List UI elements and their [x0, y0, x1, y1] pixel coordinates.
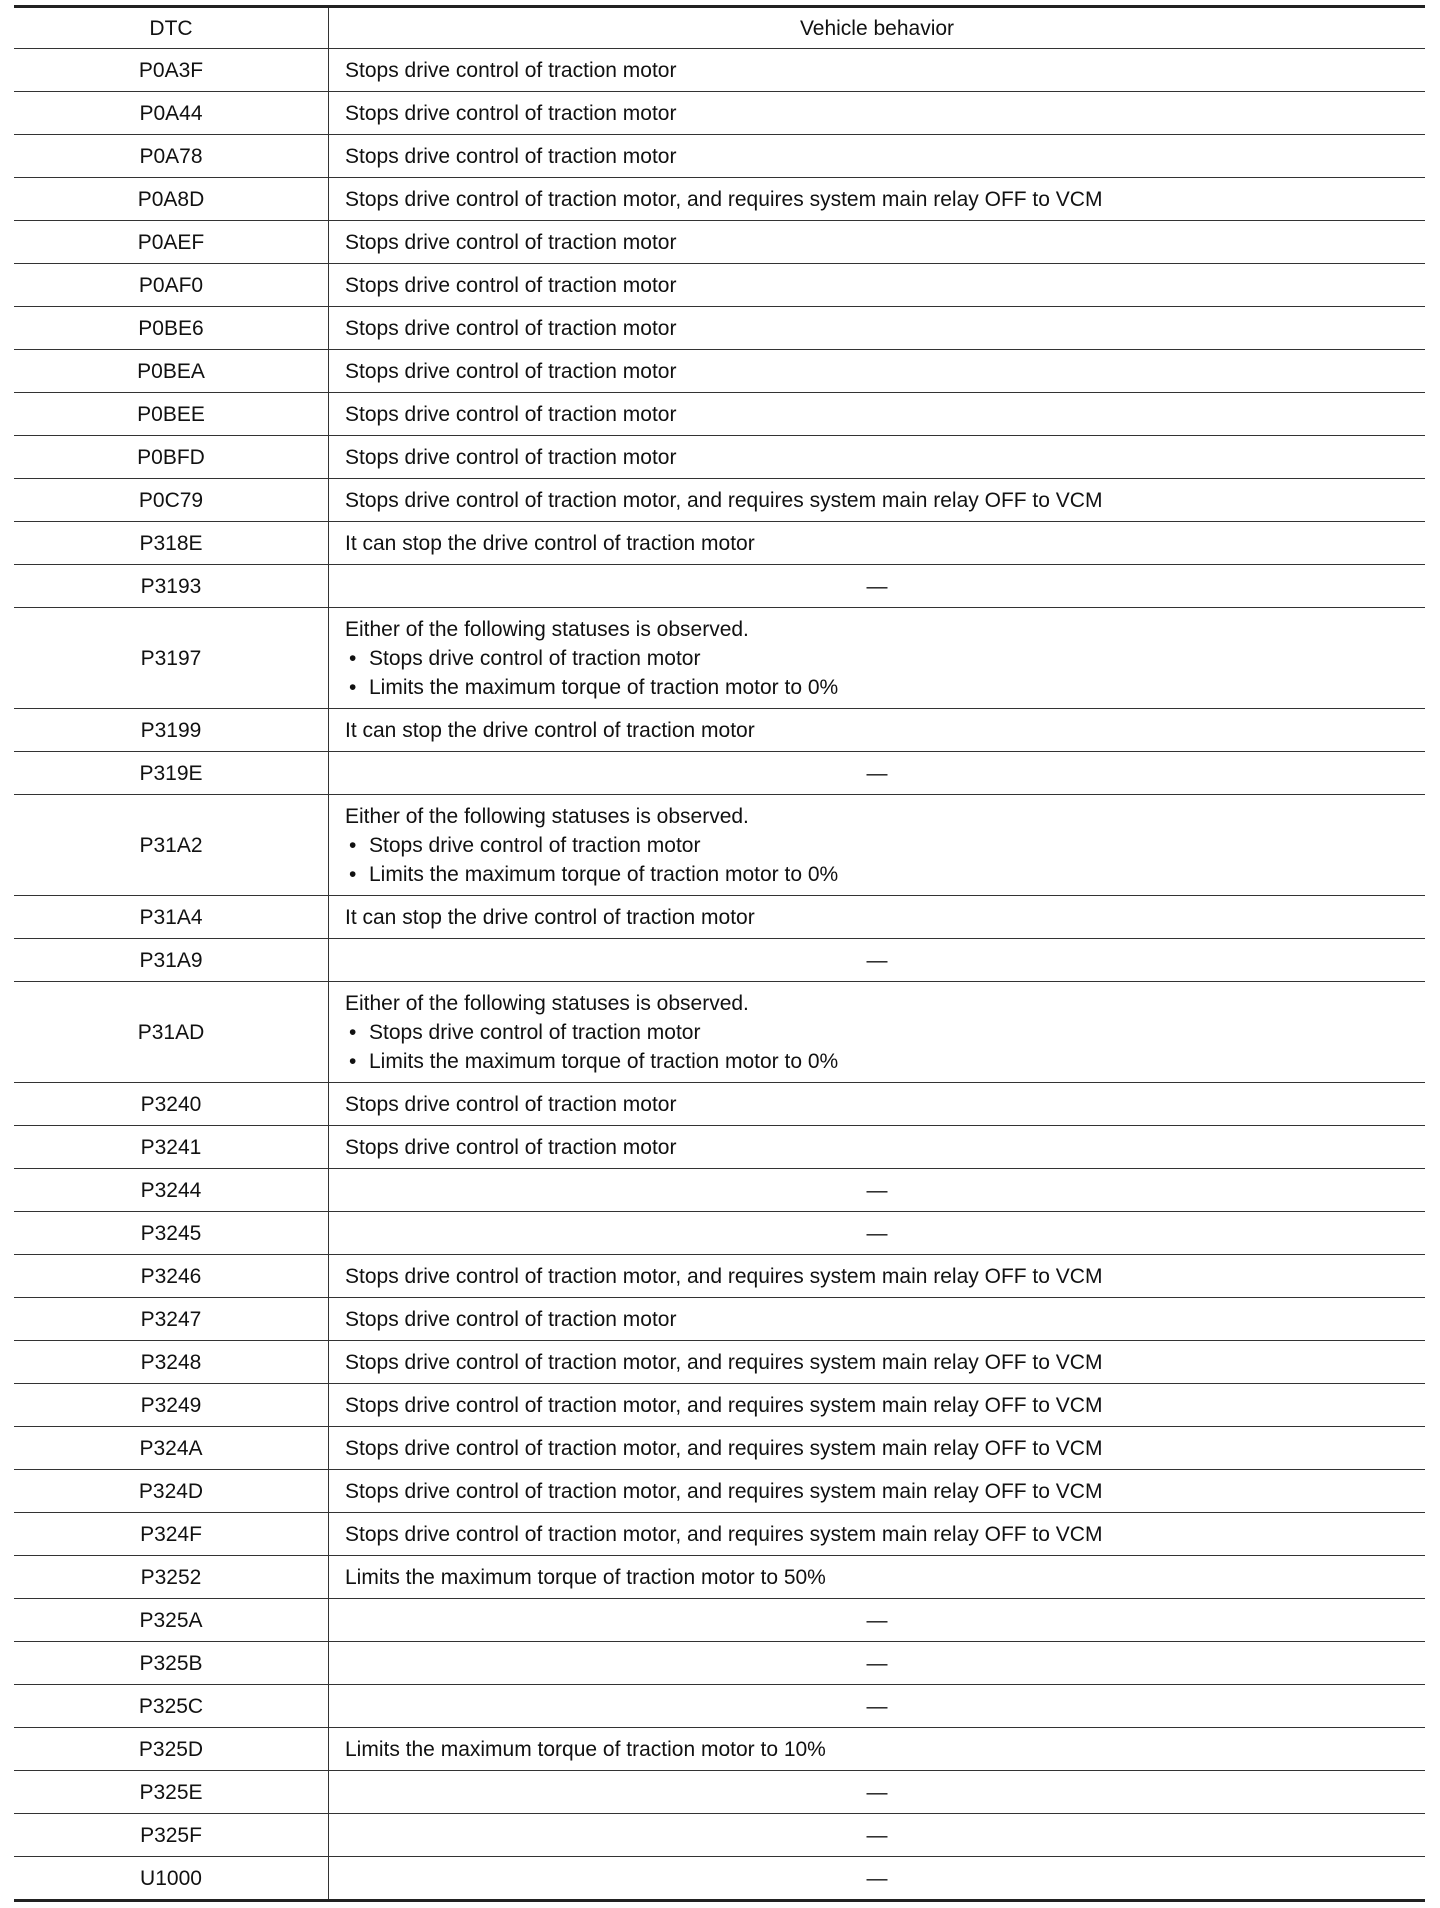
header-vehicle-behavior: Vehicle behavior [329, 7, 1426, 49]
table-row [14, 178, 1425, 221]
table-row [14, 1212, 1425, 1255]
no-behavior-dash: — [329, 1814, 1426, 1857]
behavior-bullet: • Stops drive control of traction motor [345, 644, 1425, 673]
table-row [14, 264, 1425, 307]
no-behavior-dash: — [329, 939, 1426, 982]
dtc-code: P0BE6 [14, 307, 329, 350]
no-behavior-dash: — [329, 1599, 1426, 1642]
table-row [14, 709, 1425, 752]
table-row [14, 1814, 1425, 1857]
vehicle-behavior-cell: Stops drive control of traction motor, and requires system main relay OFF to VCM [329, 479, 1426, 522]
dtc-code: P0A78 [14, 135, 329, 178]
behavior-intro: Either of the following statuses is observed. [345, 991, 749, 1015]
vehicle-behavior-cell: Stops drive control of traction motor, and requires system main relay OFF to VCM [329, 1341, 1426, 1384]
table-row [14, 795, 1425, 896]
dtc-code: P3247 [14, 1298, 329, 1341]
dtc-code: P325F [14, 1814, 329, 1857]
dtc-code: P31A9 [14, 939, 329, 982]
dtc-code: P3249 [14, 1384, 329, 1427]
table-row [14, 1083, 1425, 1126]
dtc-code: P3246 [14, 1255, 329, 1298]
dtc-code: P31A4 [14, 896, 329, 939]
dtc-code: P3193 [14, 565, 329, 608]
dtc-code: P325A [14, 1599, 329, 1642]
dtc-code: P3244 [14, 1169, 329, 1212]
vehicle-behavior-cell: Stops drive control of traction motor [329, 1298, 1426, 1341]
table-row [14, 49, 1425, 92]
table-row [14, 1470, 1425, 1513]
table-row [14, 1728, 1425, 1771]
table-row [14, 92, 1425, 135]
table-row [14, 522, 1425, 565]
behavior-intro: Either of the following statuses is observed. [345, 617, 749, 641]
dtc-code: P0AEF [14, 221, 329, 264]
vehicle-behavior-cell: Stops drive control of traction motor [329, 135, 1426, 178]
table-row [14, 1857, 1425, 1901]
vehicle-behavior-cell: Stops drive control of traction motor [329, 264, 1426, 307]
vehicle-behavior-cell: Stops drive control of traction motor, and requires system main relay OFF to VCM [329, 1470, 1426, 1513]
table-row [14, 479, 1425, 522]
no-behavior-dash: — [329, 1169, 1426, 1212]
vehicle-behavior-cell: Stops drive control of traction motor, and requires system main relay OFF to VCM [329, 1255, 1426, 1298]
dtc-code: P3248 [14, 1341, 329, 1384]
vehicle-behavior-cell: It can stop the drive control of traction motor [329, 522, 1426, 565]
dtc-code: P3252 [14, 1556, 329, 1599]
behavior-bullet-list [345, 1018, 1425, 1076]
vehicle-behavior-cell: Limits the maximum torque of traction motor to 10% [329, 1728, 1426, 1771]
dtc-code: P0BFD [14, 436, 329, 479]
table-row [14, 1556, 1425, 1599]
vehicle-behavior-cell: It can stop the drive control of traction motor [329, 709, 1426, 752]
dtc-code: P325E [14, 1771, 329, 1814]
table-row [14, 1513, 1425, 1556]
vehicle-behavior-cell [329, 608, 1426, 709]
dtc-code: P318E [14, 522, 329, 565]
no-behavior-dash: — [329, 1771, 1426, 1814]
table-row [14, 307, 1425, 350]
vehicle-behavior-cell: Stops drive control of traction motor [329, 49, 1426, 92]
vehicle-behavior-cell: Stops drive control of traction motor [329, 92, 1426, 135]
dtc-code: P0A3F [14, 49, 329, 92]
table-body [14, 49, 1425, 1901]
header-row [14, 7, 1425, 49]
table-row [14, 608, 1425, 709]
dtc-code: P0BEE [14, 393, 329, 436]
dtc-code: P325D [14, 1728, 329, 1771]
behavior-bullet: • Limits the maximum torque of traction motor to 0% [345, 1047, 1425, 1076]
table-row [14, 982, 1425, 1083]
behavior-intro: Either of the following statuses is observed. [345, 804, 749, 828]
no-behavior-dash: — [329, 565, 1426, 608]
table-row [14, 565, 1425, 608]
table-row [14, 939, 1425, 982]
behavior-bullet: • Limits the maximum torque of traction motor to 0% [345, 860, 1425, 889]
dtc-code: P3241 [14, 1126, 329, 1169]
dtc-code: P324A [14, 1427, 329, 1470]
table-row [14, 1771, 1425, 1814]
no-behavior-dash: — [329, 1212, 1426, 1255]
behavior-bullet-list [345, 831, 1425, 889]
vehicle-behavior-cell: Limits the maximum torque of traction motor to 50% [329, 1556, 1426, 1599]
dtc-code: U1000 [14, 1857, 329, 1901]
vehicle-behavior-cell: Stops drive control of traction motor [329, 393, 1426, 436]
table-header [14, 7, 1425, 49]
vehicle-behavior-cell: Stops drive control of traction motor [329, 307, 1426, 350]
dtc-code: P324D [14, 1470, 329, 1513]
behavior-bullet: • Limits the maximum torque of traction motor to 0% [345, 673, 1425, 702]
dtc-code: P3240 [14, 1083, 329, 1126]
table-row [14, 752, 1425, 795]
dtc-code: P31AD [14, 982, 329, 1083]
dtc-code: P31A2 [14, 795, 329, 896]
no-behavior-dash: — [329, 1642, 1426, 1685]
no-behavior-dash: — [329, 1685, 1426, 1728]
table-row [14, 135, 1425, 178]
behavior-bullet-list [345, 644, 1425, 702]
dtc-code: P319E [14, 752, 329, 795]
dtc-code: P0BEA [14, 350, 329, 393]
dtc-code: P0A44 [14, 92, 329, 135]
table-row [14, 1169, 1425, 1212]
table-row [14, 896, 1425, 939]
behavior-bullet: • Stops drive control of traction motor [345, 1018, 1425, 1047]
dtc-code: P3197 [14, 608, 329, 709]
vehicle-behavior-cell: Stops drive control of traction motor [329, 436, 1426, 479]
table-row [14, 1298, 1425, 1341]
table-row [14, 1384, 1425, 1427]
vehicle-behavior-cell: Stops drive control of traction motor [329, 221, 1426, 264]
table-row [14, 221, 1425, 264]
table-row [14, 1427, 1425, 1470]
table-row [14, 1685, 1425, 1728]
table-row [14, 1599, 1425, 1642]
dtc-code: P325B [14, 1642, 329, 1685]
vehicle-behavior-cell [329, 795, 1426, 896]
vehicle-behavior-cell: Stops drive control of traction motor [329, 1083, 1426, 1126]
dtc-code: P3199 [14, 709, 329, 752]
no-behavior-dash: — [329, 752, 1426, 795]
dtc-code: P3245 [14, 1212, 329, 1255]
header-dtc: DTC [14, 7, 329, 49]
vehicle-behavior-cell: Stops drive control of traction motor, and requires system main relay OFF to VCM [329, 1384, 1426, 1427]
behavior-bullet: • Stops drive control of traction motor [345, 831, 1425, 860]
vehicle-behavior-cell: Stops drive control of traction motor, and requires system main relay OFF to VCM [329, 1427, 1426, 1470]
table-row [14, 1126, 1425, 1169]
no-behavior-dash: — [329, 1857, 1426, 1901]
vehicle-behavior-cell: Stops drive control of traction motor [329, 1126, 1426, 1169]
table-row [14, 350, 1425, 393]
table-row [14, 1341, 1425, 1384]
dtc-code: P324F [14, 1513, 329, 1556]
vehicle-behavior-cell: Stops drive control of traction motor, and requires system main relay OFF to VCM [329, 178, 1426, 221]
table-row [14, 1642, 1425, 1685]
table-row [14, 1255, 1425, 1298]
dtc-code: P0C79 [14, 479, 329, 522]
table-row [14, 393, 1425, 436]
vehicle-behavior-cell: Stops drive control of traction motor, and requires system main relay OFF to VCM [329, 1513, 1426, 1556]
vehicle-behavior-cell: Stops drive control of traction motor [329, 350, 1426, 393]
dtc-behavior-table [14, 5, 1425, 1902]
dtc-code: P325C [14, 1685, 329, 1728]
table-row [14, 436, 1425, 479]
dtc-code: P0AF0 [14, 264, 329, 307]
dtc-code: P0A8D [14, 178, 329, 221]
vehicle-behavior-cell: It can stop the drive control of traction motor [329, 896, 1426, 939]
vehicle-behavior-cell [329, 982, 1426, 1083]
